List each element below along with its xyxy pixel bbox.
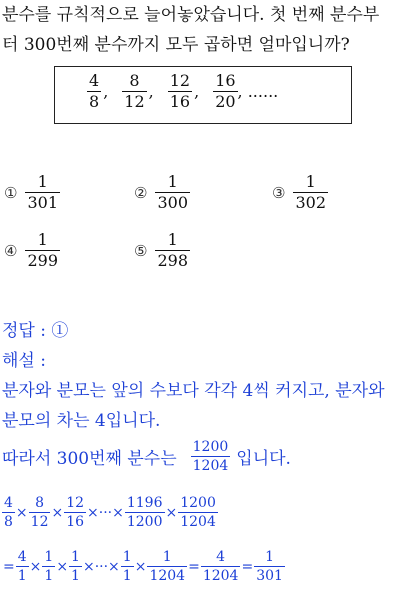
math-fraction: $\frac{12}{16}$ — [66, 495, 85, 530]
sequence-separator: , — [148, 82, 154, 101]
sequence-separator: , — [194, 82, 200, 101]
sequence-separator: , — [103, 82, 109, 101]
math-fraction: $\frac{4}{1}$ — [17, 549, 27, 584]
option-5[interactable] — [134, 232, 190, 269]
math-operator: ×···× — [87, 504, 124, 521]
option-fraction: $\frac{1}{298}$ — [157, 230, 188, 270]
explanation-line-1: 분자와 분모는 앞의 수보다 각각 4씩 커지고, 분자와 — [2, 381, 385, 401]
math-operator: = — [241, 558, 254, 575]
math-operator: = — [3, 558, 15, 575]
option-fraction: $\frac{1}{302}$ — [295, 172, 326, 212]
math-operator: ×···× — [82, 558, 120, 575]
math-fraction: $\frac{4}{8}$ — [4, 495, 13, 530]
math-operator: × — [165, 504, 178, 521]
option-fraction: $\frac{1}{300}$ — [157, 172, 188, 212]
math-fraction: $\frac{1}{1204}$ — [149, 549, 186, 584]
math-operator: × — [56, 558, 69, 575]
math-operator: = — [188, 558, 200, 575]
therefore-prefix: 따라서 300번째 분수는 — [2, 449, 177, 469]
therefore-suffix: 입니다. — [236, 449, 291, 469]
therefore-line — [2, 440, 291, 473]
sequence-box — [54, 66, 352, 124]
math-fraction: $\frac{4}{1204}$ — [202, 549, 239, 584]
option-marker: ① — [4, 183, 18, 202]
option-marker: ③ — [272, 183, 286, 202]
question-line-2: 터 300번째 분수까지 모두 곱하면 얼마입니까? — [2, 35, 350, 55]
sequence-fraction-1: $\frac{4}{8}$ — [89, 71, 100, 111]
math-fraction: $\frac{1}{1}$ — [71, 549, 80, 584]
sequence-fraction-3: $\frac{12}{16}$ — [169, 71, 191, 111]
sequence-fraction-2: $\frac{8}{12}$ — [124, 71, 145, 111]
math-fraction: $\frac{1200}{1204}$ — [180, 495, 216, 530]
math-fraction: $\frac{1}{1}$ — [44, 549, 54, 584]
question-line-1: 분수를 규칙적으로 늘어놓았습니다. 첫 번째 분수부 — [2, 5, 380, 25]
math-fraction: $\frac{8}{12}$ — [30, 495, 49, 530]
math-operator: × — [15, 504, 28, 521]
sequence-fraction-4: $\frac{16}{20}$ — [215, 71, 236, 111]
sequence-ellipsis: , ...... — [237, 82, 279, 101]
option-marker: ② — [134, 183, 148, 202]
option-fraction: $\frac{1}{301}$ — [27, 172, 58, 212]
math-operator: × — [134, 558, 147, 575]
product-line-2 — [2, 550, 285, 583]
option-1[interactable] — [4, 174, 60, 211]
option-3[interactable] — [272, 174, 328, 211]
math-fraction: $\frac{1196}{1200}$ — [126, 495, 163, 530]
option-4[interactable] — [4, 232, 60, 269]
math-operator: × — [29, 558, 42, 575]
option-marker: ⑤ — [134, 241, 148, 260]
explanation-line-2: 분모의 차는 4입니다. — [2, 411, 161, 431]
option-marker: ④ — [4, 241, 18, 260]
explanation-label: 해설 : — [2, 351, 46, 371]
answer-label: 정답 : ① — [2, 321, 69, 341]
fraction-sequence — [87, 73, 286, 110]
math-fraction: $\frac{1}{301}$ — [256, 549, 283, 584]
math-operator: × — [51, 504, 64, 521]
option-fraction: $\frac{1}{299}$ — [27, 230, 58, 270]
therefore-fraction: $\frac{1200}{1204}$ — [192, 439, 229, 474]
math-fraction: $\frac{1}{1}$ — [122, 549, 132, 584]
product-line-1 — [2, 496, 218, 529]
option-2[interactable] — [134, 174, 190, 211]
